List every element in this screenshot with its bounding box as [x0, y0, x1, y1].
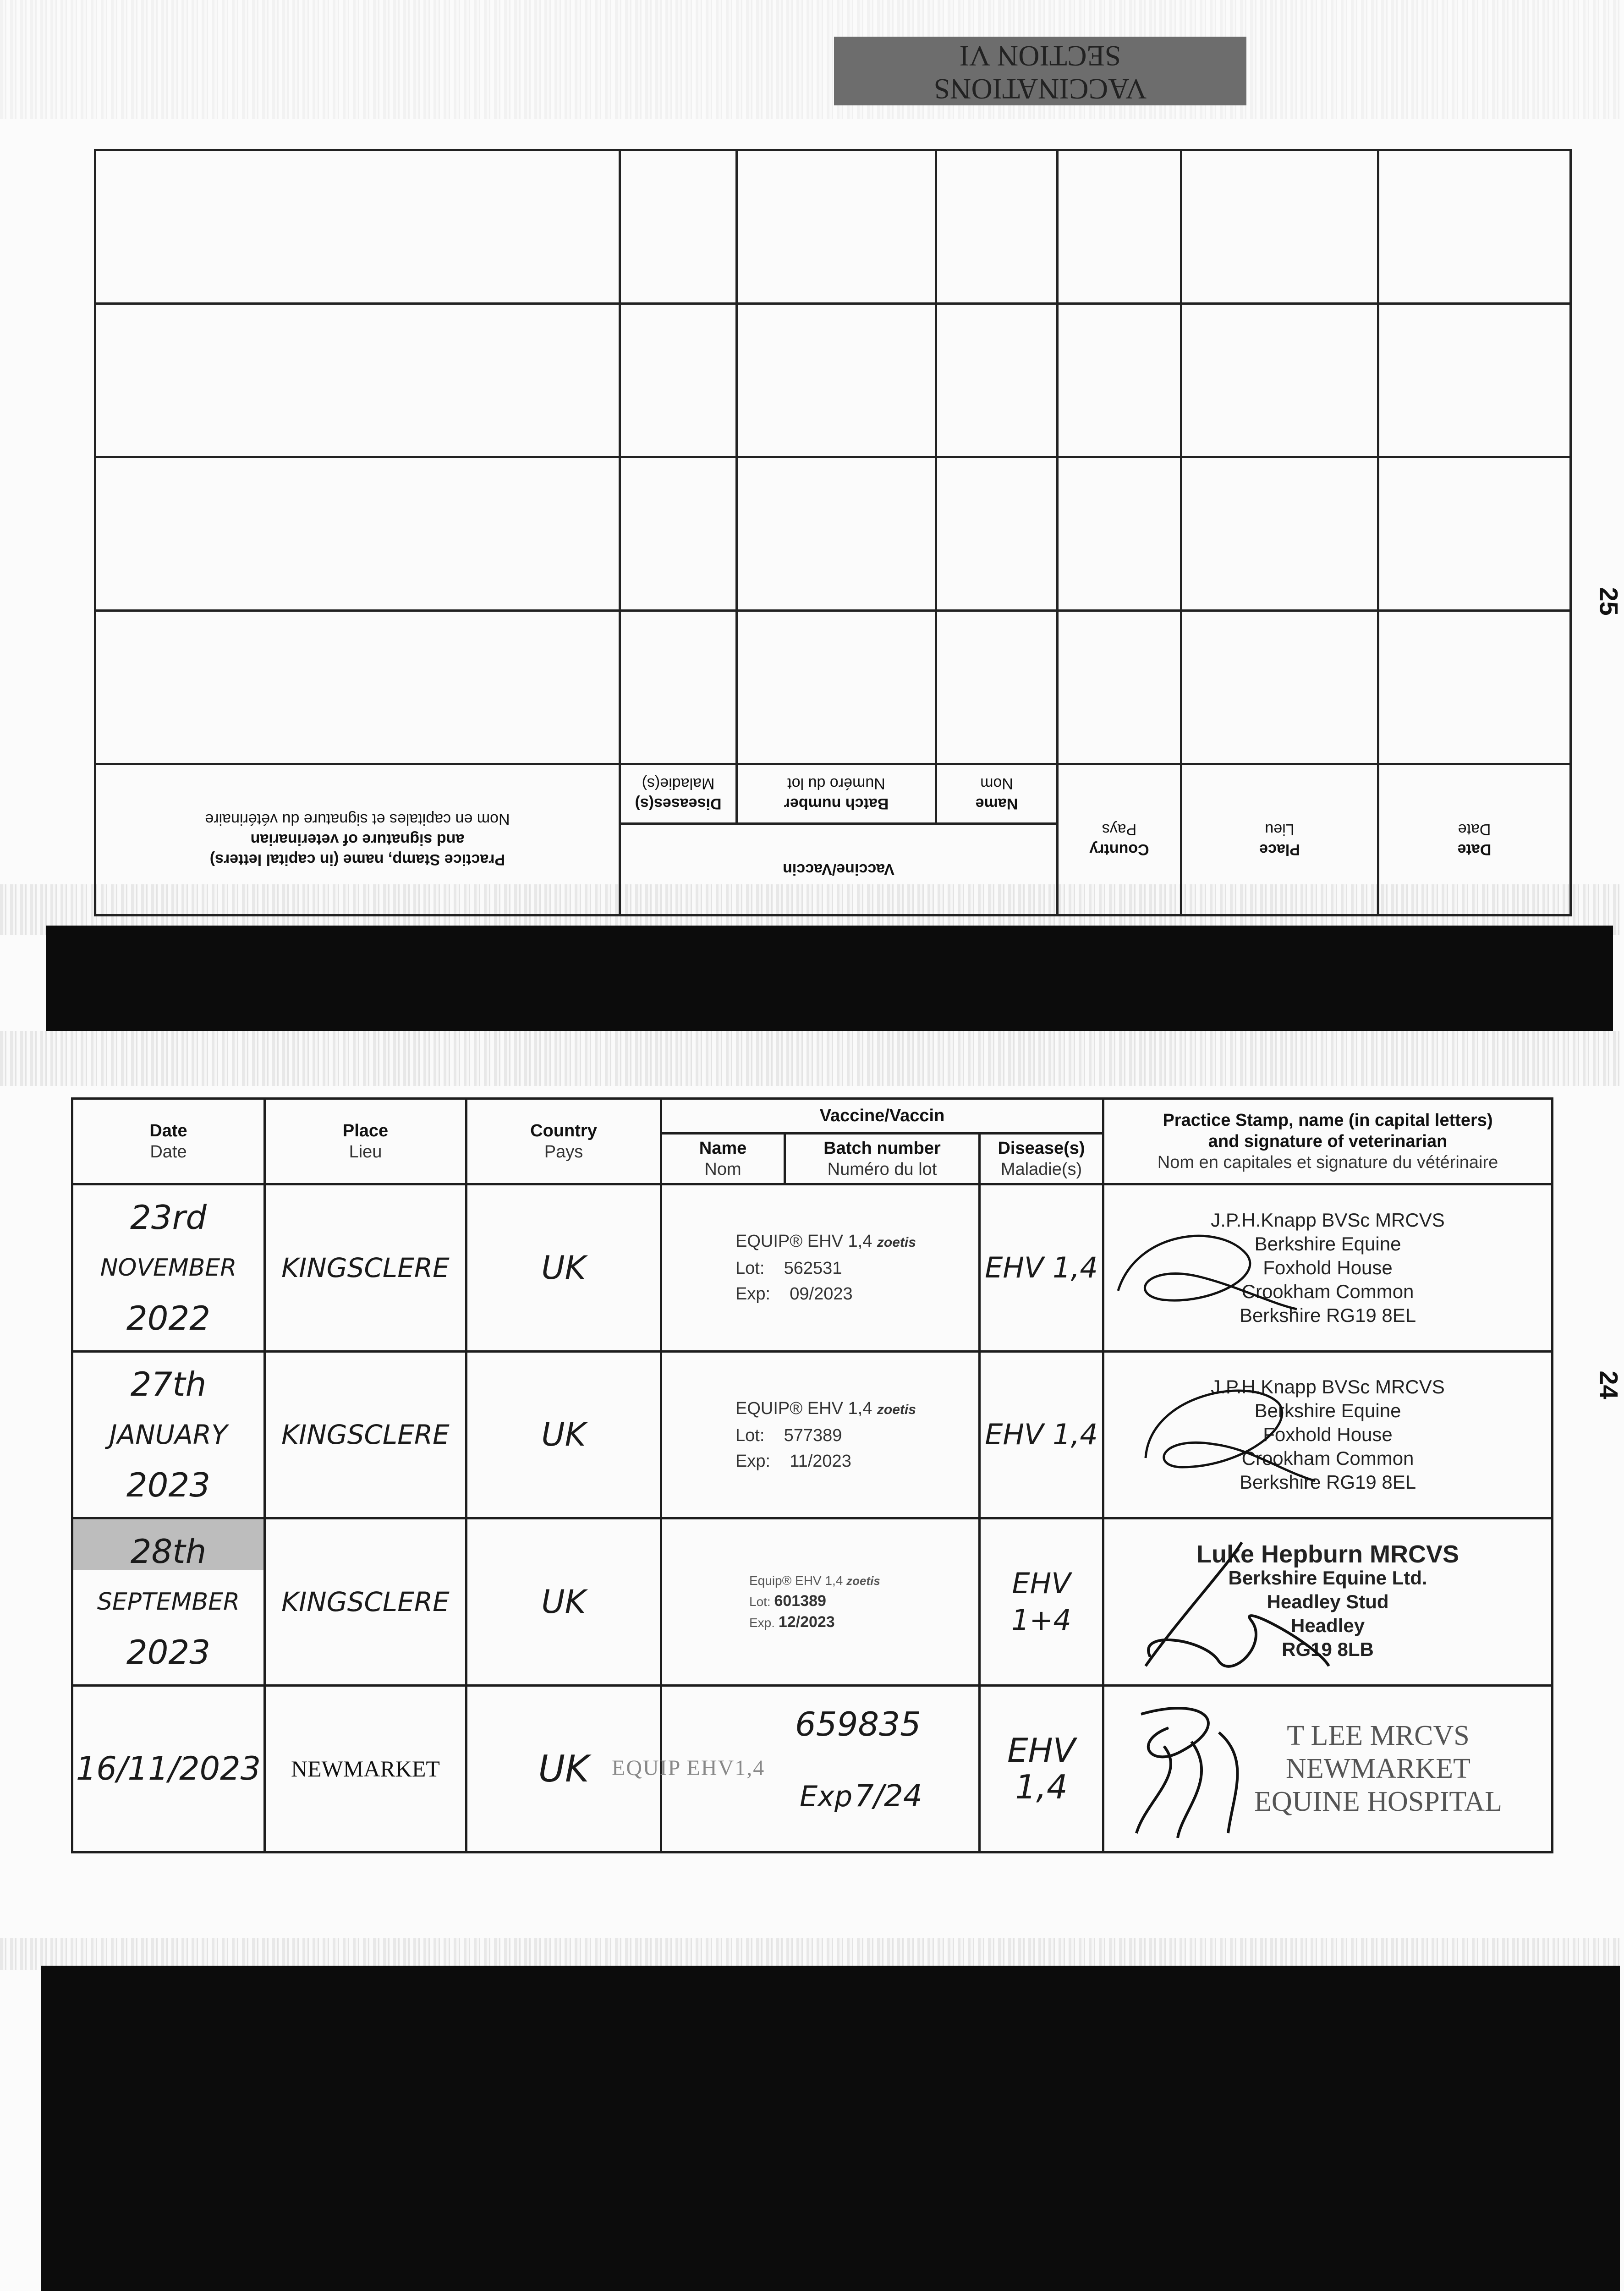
exp-label: Exp [800, 1779, 853, 1813]
disease-text: 1,4 [1015, 1768, 1068, 1807]
date-line: 2023 [126, 1633, 211, 1672]
place-text: KINGSCLERE [281, 1252, 450, 1283]
upper-empty-row [95, 611, 1570, 764]
disease-text: EHV 1,4 [985, 1250, 1098, 1284]
stamp-cell [1103, 1351, 1553, 1518]
stamp-line: Crookham Common [1241, 1280, 1414, 1302]
stamp-cell [1103, 1518, 1553, 1685]
stamp-line: Headley [1290, 1614, 1365, 1636]
upper-empty-row [95, 457, 1570, 611]
vaccine-cell [661, 1351, 980, 1518]
date-line: 16/11/2023 [76, 1750, 261, 1788]
disease-cell [980, 1685, 1103, 1852]
header-place: Place Lieu [265, 1099, 466, 1184]
disease-cell [980, 1351, 1103, 1518]
stamp-line: Crookham Common [1241, 1447, 1414, 1469]
header-stamp: Practice Stamp, name (in capital letters) and signature of veterinarian Nom en capitales et signature du vétérinaire [1103, 1099, 1553, 1184]
vaccine-maker: zoetis [877, 1235, 916, 1250]
upper-header-vaccine: Vaccine/Vaccin [620, 824, 1057, 915]
disease-cell [980, 1518, 1103, 1685]
date-line: 2023 [126, 1466, 211, 1505]
stamp-line: Foxhold House [1263, 1256, 1393, 1278]
stamp-line: Foxhold House [1263, 1424, 1393, 1446]
date-line: SEPTEMBER [97, 1588, 240, 1616]
scan-noise-top [0, 0, 1620, 119]
vaccine-maker: zoetis [877, 1402, 916, 1417]
vaccine-maker: zoetis [846, 1573, 880, 1588]
date-line: 27th [130, 1365, 207, 1404]
lot-label: Lot: [735, 1425, 765, 1445]
disease-text: EHV 1,4 [985, 1418, 1098, 1452]
redaction-band-upper [46, 926, 1613, 1031]
exp-label: Exp: [735, 1284, 771, 1304]
date-line: NOVEMBER [100, 1254, 237, 1282]
page-number-lower: 24 [1594, 1370, 1624, 1399]
stamp-line: J.P.H.Knapp BVSc MRCVS [1211, 1376, 1445, 1398]
section-banner-subtitle: SECTION VI [959, 40, 1121, 72]
place-cell [265, 1518, 466, 1685]
vaccine-product: EQUIP EHV1,4 [612, 1755, 765, 1780]
header-country: Country Pays [466, 1099, 661, 1184]
stamp-line: Berkshire Equine [1254, 1400, 1401, 1422]
redaction-band-lower [41, 1966, 1620, 2291]
vaccination-table [71, 1097, 1551, 1853]
stamp-line: Berkshire Equine Ltd. [1228, 1567, 1427, 1589]
stamp-cell [1103, 1685, 1553, 1852]
stamp-cell [1103, 1184, 1553, 1351]
stamp-line: EQUINE HOSPITAL [1254, 1786, 1502, 1818]
exp-date: 7/24 [854, 1778, 922, 1814]
page-number-upper: 25 [1594, 587, 1624, 616]
country-text: UK [538, 1747, 589, 1790]
country-cell [466, 1518, 661, 1685]
header-date: Date Date [72, 1099, 265, 1184]
exp-label: Exp: [735, 1451, 771, 1471]
table-row [72, 1351, 1553, 1518]
upper-header-stamp: Practice Stamp, name (in capital letters) and signature of veterinarian Nom en capitales et signature du vétérinaire [95, 764, 620, 915]
upper-empty-row [95, 304, 1570, 457]
disease-cell [980, 1184, 1103, 1351]
lot-number: 562531 [784, 1259, 842, 1278]
upper-header-disease: Diseases(s) Maladie(s) [620, 764, 736, 824]
exp-date: 11/2023 [790, 1451, 851, 1471]
stamp-line: Berkshire RG19 8EL [1239, 1471, 1416, 1493]
stamp-line: J.P.H.Knapp BVSc MRCVS [1211, 1209, 1445, 1231]
stamp-line: NEWMARKET [1286, 1753, 1470, 1785]
vaccine-cell [661, 1184, 980, 1351]
country-text: UK [541, 1249, 586, 1287]
table-row [72, 1184, 1553, 1351]
vaccine-product: EQUIP® EHV 1,4 [735, 1398, 872, 1418]
exp-date: 12/2023 [778, 1613, 835, 1631]
header-vaccine: Vaccine/Vaccin [661, 1099, 1103, 1134]
place-cell [265, 1184, 466, 1351]
date-line: 28th [130, 1532, 207, 1571]
date-cell [72, 1184, 265, 1351]
date-line: JANUARY [109, 1419, 228, 1451]
vaccine-cell [661, 1518, 980, 1685]
country-cell [466, 1184, 661, 1351]
upper-header-date: Date Date [1378, 764, 1571, 915]
date-cell [72, 1685, 265, 1852]
date-line: 2022 [126, 1299, 211, 1337]
date-cell [72, 1518, 265, 1685]
stamp-line: RG19 8LB [1282, 1638, 1374, 1660]
table-row [72, 1685, 1553, 1852]
disease-text: EHV [1012, 1566, 1071, 1600]
upper-header-name: Name Nom [936, 764, 1058, 824]
exp-date: 09/2023 [790, 1284, 853, 1304]
upper-header-country: Country Pays [1058, 764, 1181, 915]
stamp-line: Luke Hepburn MRCVS [1196, 1540, 1459, 1568]
stamp-line: T LEE MRCVS [1287, 1720, 1470, 1752]
disease-text: 1+4 [1011, 1603, 1071, 1637]
place-text: NEWMARKET [291, 1756, 440, 1782]
stamp-line: Berkshire Equine [1254, 1233, 1401, 1255]
country-text: UK [541, 1583, 586, 1621]
place-text: KINGSCLERE [281, 1586, 450, 1617]
lot-number: 577389 [784, 1425, 842, 1445]
vaccine-product: Equip® EHV 1,4 [749, 1573, 843, 1588]
place-text: KINGSCLERE [281, 1419, 450, 1451]
vaccine-cell [612, 1685, 980, 1852]
disease-text: EHV [1007, 1731, 1075, 1770]
place-cell [265, 1351, 466, 1518]
section-banner-title: VACCINATIONS [933, 73, 1147, 105]
upper-header-batch: Batch number Numéro du lot [737, 764, 936, 824]
header-batch: Batch number Numéro du lot [785, 1133, 980, 1184]
lot-label: Lot: [735, 1259, 765, 1278]
stamp-line: Berkshire RG19 8EL [1239, 1304, 1416, 1326]
header-disease: Disease(s) Maladie(s) [980, 1133, 1103, 1184]
header-name: Name Nom [661, 1133, 785, 1184]
stamp-line: Headley Stud [1267, 1590, 1389, 1612]
place-cell [265, 1685, 466, 1852]
vaccine-product: EQUIP® EHV 1,4 [735, 1232, 872, 1251]
lot-number: 659835 [795, 1705, 921, 1743]
table-row [72, 1518, 1553, 1685]
country-cell [466, 1351, 661, 1518]
upper-header-place: Place Lieu [1181, 764, 1378, 915]
lot-number: 601389 [774, 1592, 826, 1610]
upper-vaccination-table [96, 149, 1572, 916]
date-cell [72, 1351, 265, 1518]
exp-label: Exp. [749, 1615, 775, 1630]
date-line: 23rd [130, 1198, 207, 1237]
section-banner [834, 37, 1246, 105]
scan-noise-band [0, 1031, 1620, 1086]
lot-label: Lot: [749, 1594, 771, 1609]
upper-empty-row [95, 150, 1570, 304]
country-text: UK [541, 1416, 586, 1454]
